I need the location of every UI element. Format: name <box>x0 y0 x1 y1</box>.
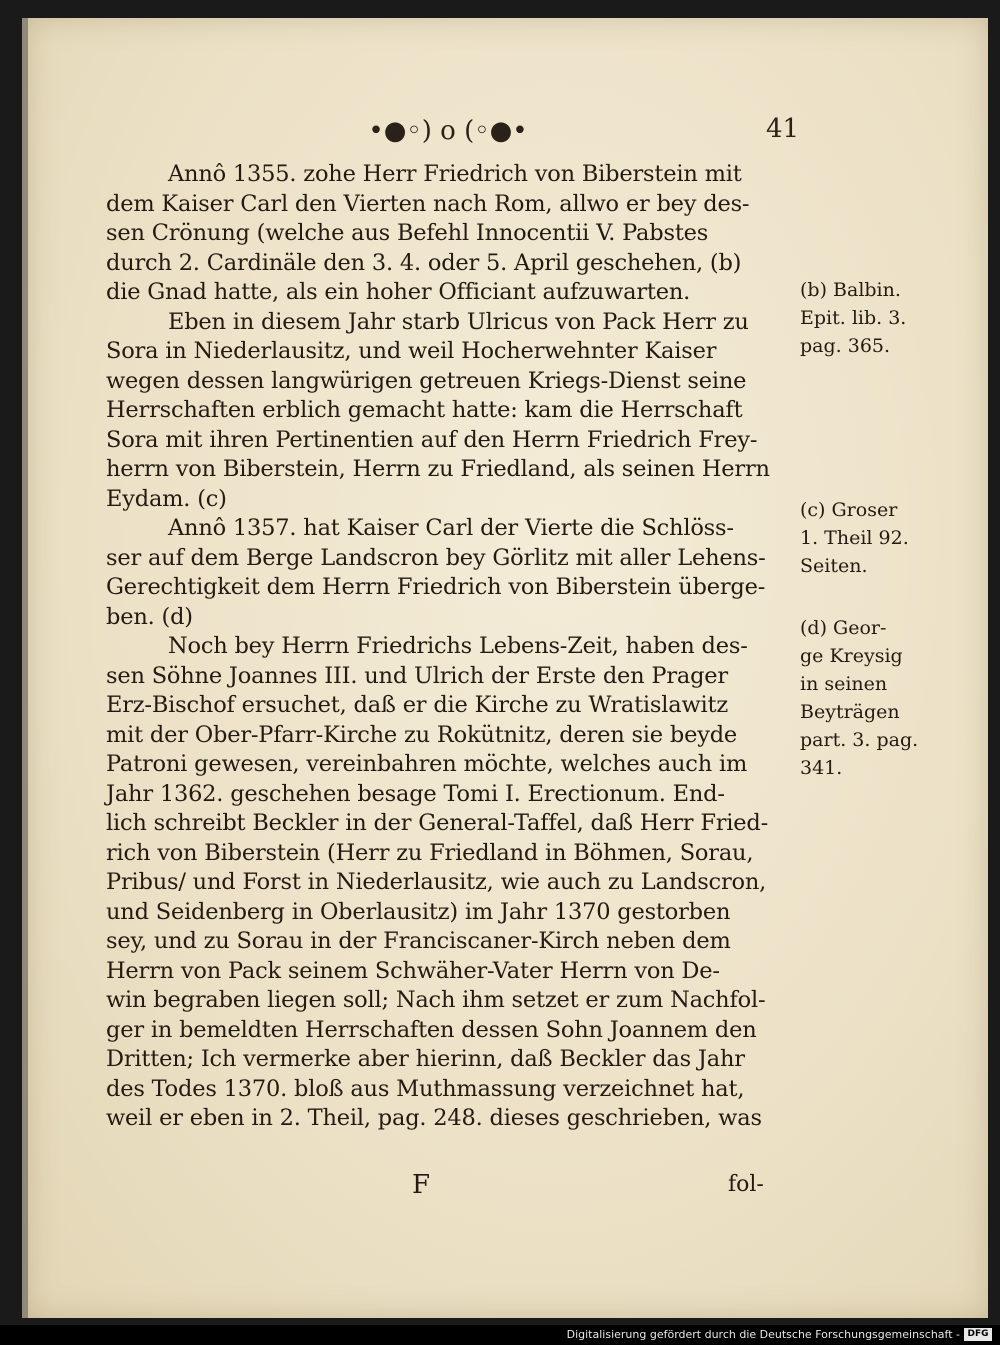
text-line: win begraben liegen soll; Nach ihm setzet er zum Nachfol- <box>106 987 766 1013</box>
note-line: Epit. lib. 3. <box>800 307 907 329</box>
text-line: Patroni gewesen, vereinbahren möchte, welches auch im <box>106 751 748 777</box>
text-line: ben. (d) <box>106 603 193 630</box>
note-line: part. 3. pag. <box>800 729 919 751</box>
note-line: in seinen <box>800 673 888 695</box>
text-line: durch 2. Cardinäle den 3. 4. oder 5. April geschehen, (b) <box>106 249 742 276</box>
body-text <box>106 160 796 1134</box>
text-line: Erz-Bischof ersuchet, daß er die Kirche zu Wratislawitz <box>106 692 729 718</box>
text-line: Pribus/ und Forst in Niederlausitz, wie auch zu Landscron, <box>106 869 767 895</box>
signature-mark: F <box>412 1170 431 1200</box>
text-line: Dritten; Ich vermerke aber hierinn, daß Beckler das Jahr <box>106 1046 745 1072</box>
text-line: wegen dessen langwürigen getreuen Kriegs-Dienst seine <box>106 367 747 394</box>
catchword: fol- <box>728 1172 764 1197</box>
text-line: herrn von Biberstein, Herrn zu Friedland, als seinen Herrn <box>106 456 770 482</box>
note-line: 1. Theil 92. <box>800 527 909 549</box>
text-line: Annô 1357. hat Kaiser Carl der Vierte die Schlöss- <box>168 515 734 541</box>
text-line: die Gnad hatte, als ein hoher Officiant aufzuwarten. <box>106 279 691 305</box>
text-line: Sora mit ihren Pertinentien auf den Herrn Friedrich Frey- <box>106 426 758 453</box>
text-line: rich von Biberstein (Herr zu Friedland in Böhmen, Sorau, <box>106 839 754 866</box>
note-line: 341. <box>800 757 843 779</box>
funding-credit: Digitalisierung gefördert durch die Deutsche Forschungsgemeinschaft - <box>566 1328 960 1341</box>
dfg-logo: DFG <box>964 1328 992 1341</box>
text-line: und Seidenberg in Oberlausitz) im Jahr 1370 gestorben <box>106 898 731 925</box>
note-line: ge Kreysig <box>800 645 903 667</box>
text-line: Annô 1355. zohe Herr Friedrich von Biberstein mit <box>168 161 742 187</box>
text-line: weil er eben in 2. Theil, pag. 248. dieses geschrieben, was <box>106 1105 762 1131</box>
text-line: ger in bemeldten Herrschaften dessen Sohn Joannem den <box>106 1016 757 1043</box>
text-line: Eydam. (c) <box>106 485 227 512</box>
text-line: Noch bey Herrn Friedrichs Lebens-Zeit, haben des- <box>168 633 748 659</box>
text-line: sen Söhne Joannes III. und Ulrich der Erste den Prager <box>106 662 728 689</box>
margin-note-d <box>800 614 960 782</box>
text-line: lich schreibt Beckler in der General-Taffel, daß Herr Fried- <box>106 810 769 836</box>
text-line: Eben in diesem Jahr starb Ulricus von Pack Herr zu <box>168 308 749 335</box>
page-number: 41 <box>766 114 800 144</box>
text-line: Herrn von Pack seinem Schwäher-Vater Herrn von De- <box>106 957 720 984</box>
text-line: ser auf dem Berge Landscron bey Görlitz mit aller Lehens- <box>106 544 766 571</box>
footer-bar <box>0 1325 1000 1345</box>
page-header <box>28 114 988 154</box>
note-line: (d) Geor- <box>800 617 887 639</box>
note-line: Seiten. <box>800 555 868 577</box>
text-line: sen Crönung (welche aus Befehl Innocentii V. Pabstes <box>106 220 709 246</box>
margin-note-b <box>800 276 960 360</box>
text-line: Herrschaften erblich gemacht hatte: kam die Herrschaft <box>106 397 743 423</box>
text-line: dem Kaiser Carl den Vierten nach Rom, allwo er bey des- <box>106 190 750 217</box>
text-line: sey, und zu Sorau in der Franciscaner-Kirch neben dem <box>106 928 731 954</box>
text-line: des Todes 1370. bloß aus Muthmassung verzeichnet hat, <box>106 1075 745 1102</box>
header-ornament: •●◦) ο (◦●• <box>368 116 528 146</box>
margin-note-c <box>800 496 960 580</box>
text-line: mit der Ober-Pfarr-Kirche zu Rokütnitz, deren sie beyde <box>106 721 738 748</box>
text-line: Jahr 1362. geschehen besage Tomi I. Erectionum. End- <box>106 780 725 807</box>
note-line: (c) Groser <box>800 499 898 521</box>
note-line: (b) Balbin. <box>800 279 901 301</box>
note-line: pag. 365. <box>800 335 891 357</box>
text-line: Sora in Niederlausitz, und weil Hocherwehnter Kaiser <box>106 338 717 364</box>
note-line: Beyträgen <box>800 701 900 723</box>
book-page <box>22 18 988 1318</box>
text-line: Gerechtigkeit dem Herrn Friedrich von Biberstein überge- <box>106 574 766 600</box>
